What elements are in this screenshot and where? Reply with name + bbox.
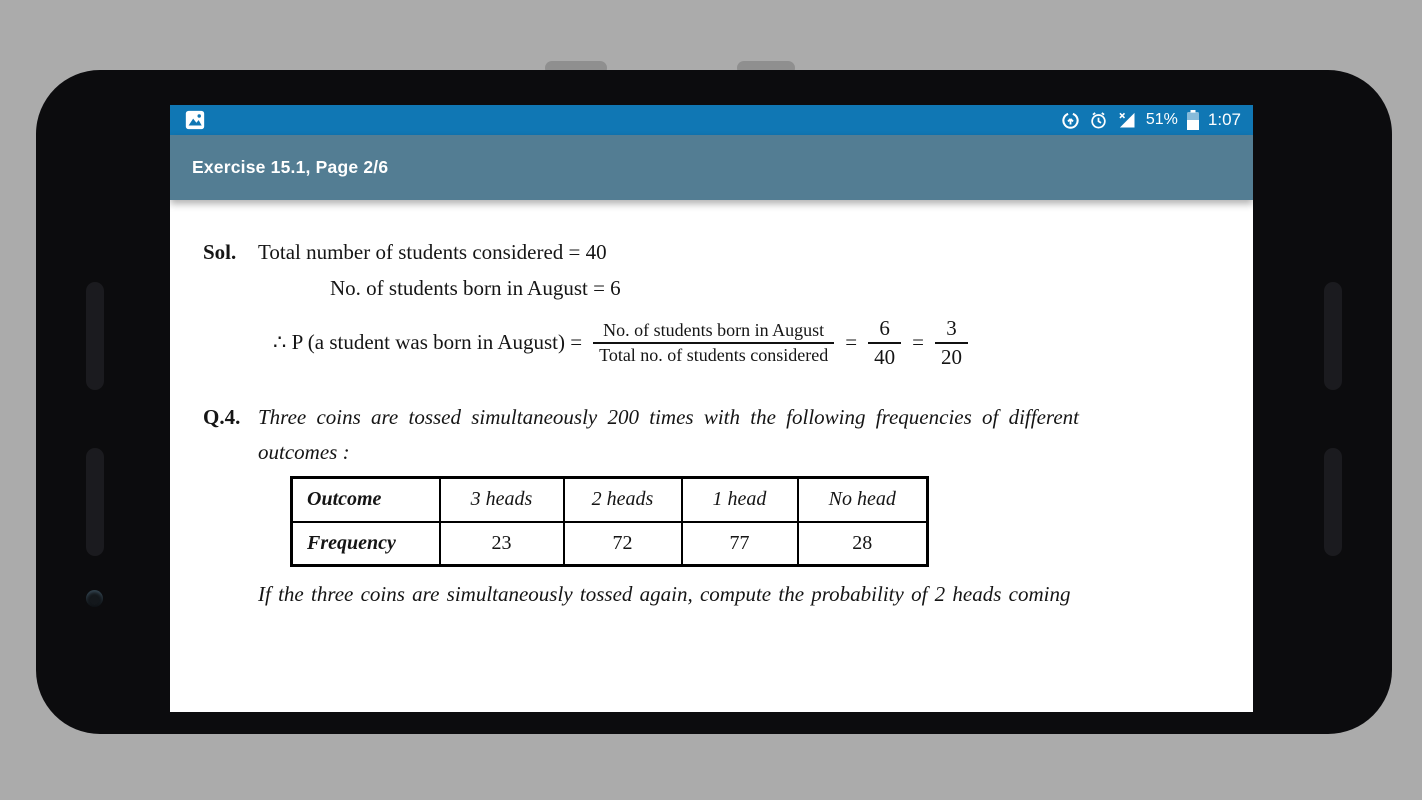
table-row: [292, 522, 928, 566]
solution-label: Sol.: [203, 240, 237, 264]
bezel-slot: [1324, 448, 1342, 556]
phone-screen: [170, 105, 1253, 712]
front-camera: [86, 590, 103, 607]
probability-equation: [273, 316, 968, 370]
equals-sign: =: [912, 330, 924, 355]
clock-time: 1:07: [1207, 110, 1241, 129]
table-cell: No head: [798, 478, 928, 522]
solution-line-1: Total number of students considered = 40: [258, 240, 607, 264]
fraction-6-40: [868, 316, 901, 370]
table-cell: 2 heads: [564, 478, 682, 522]
table-row: [292, 478, 928, 522]
phone-frame: [36, 70, 1392, 734]
fraction-main-denominator: Total no. of students considered: [593, 342, 834, 366]
alarm-icon: [1089, 111, 1108, 130]
closing-text: If the three coins are simultaneously tossed again, compute the probability of 2 heads coming: [258, 582, 1071, 606]
question-label: Q.4.: [203, 405, 241, 429]
no-signal-icon: [1117, 110, 1137, 130]
table-cell: 1 head: [682, 478, 798, 522]
bezel-slot: [86, 282, 104, 390]
fraction-3-20: [935, 316, 968, 370]
equation-lhs: ∴ P (a student was born in August) =: [273, 330, 583, 355]
fraction-numerator: 3: [946, 316, 957, 340]
frequency-table: [290, 476, 929, 567]
status-bar: [170, 105, 1253, 135]
table-cell: Outcome: [292, 478, 440, 522]
solution-line-2: No. of students born in August = 6: [330, 276, 621, 300]
table-cell: 23: [440, 522, 564, 566]
table-cell: 77: [682, 522, 798, 566]
data-saver-icon: [1061, 111, 1080, 130]
fraction-denominator: 20: [935, 342, 968, 370]
bezel-slot: [1324, 282, 1342, 390]
battery-icon: [1187, 110, 1199, 130]
fraction-main-numerator: No. of students born in August: [603, 319, 825, 340]
equals-sign: =: [845, 330, 858, 355]
battery-percent: 51%: [1145, 111, 1178, 128]
photo-notification-icon: [184, 109, 206, 131]
question-text-line-1: Three coins are tossed simultaneously 200 times with the following frequencies of different: [258, 405, 1079, 429]
fraction-main: [593, 320, 834, 366]
document-page[interactable]: [170, 200, 1253, 712]
status-icons-group: [1061, 110, 1241, 130]
table-cell: 3 heads: [440, 478, 564, 522]
fraction-denominator: 40: [868, 342, 901, 370]
bezel-slot: [86, 448, 104, 556]
page-title: Exercise 15.1, Page 2/6: [192, 157, 389, 177]
question-text-line-2: outcomes :: [258, 440, 350, 464]
table-cell: Frequency: [292, 522, 440, 566]
table-cell: 72: [564, 522, 682, 566]
fraction-numerator: 6: [879, 316, 890, 340]
table-cell: 28: [798, 522, 928, 566]
app-toolbar: [170, 135, 1253, 200]
